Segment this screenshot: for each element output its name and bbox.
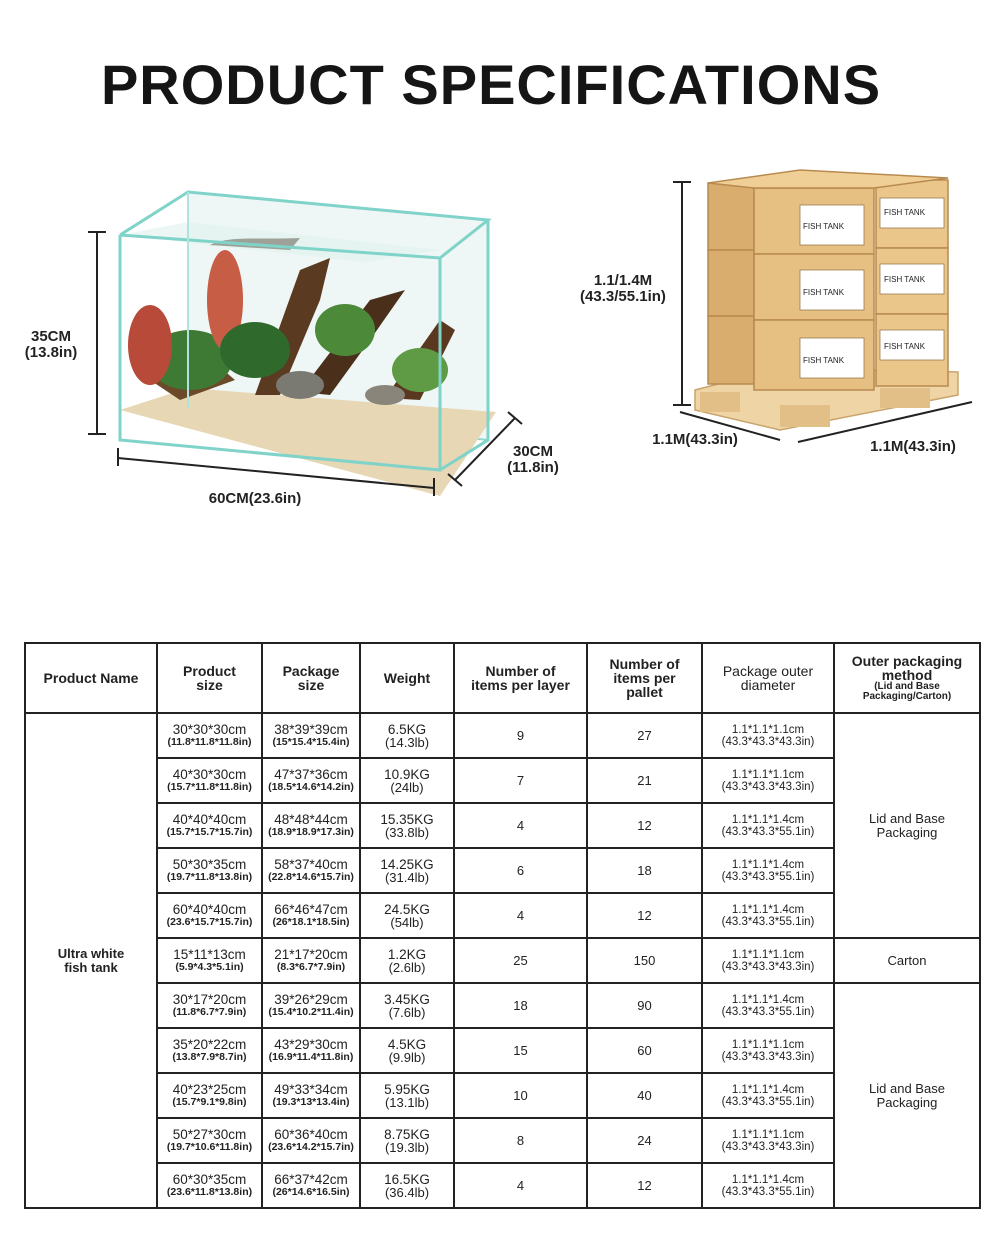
product-size-cell: 50*30*35cm (19.7*11.8*13.8in) [157,848,262,893]
product-size-cell: 30*17*20cm (11.8*6.7*7.9in) [157,983,262,1028]
page-title: PRODUCT SPECIFICATIONS [100,53,882,116]
items-per-pallet-cell: 40 [587,1073,702,1118]
items-per-layer-cell: 25 [454,938,587,983]
product-size-cell: 40*30*30cm (15.7*11.8*11.8in) [157,758,262,803]
header-product-name: Product Name [25,643,157,713]
items-per-pallet-cell: 150 [587,938,702,983]
package-diameter-cell: 1.1*1.1*1.4cm (43.3*43.3*55.1in) [702,1073,834,1118]
product-size-cell: 60*30*35cm (23.6*11.8*13.8in) [157,1163,262,1208]
product-size-cell: 40*40*40cm (15.7*15.7*15.7in) [157,803,262,848]
items-per-layer-cell: 9 [454,713,587,758]
box-label: FISH TANK [803,356,845,365]
package-diameter-cell: 1.1*1.1*1.4cm (43.3*43.3*55.1in) [702,1163,834,1208]
weight-cell: 8.75KG (19.3lb) [360,1118,454,1163]
header-product-size: Product size [157,643,262,713]
product-size-cell: 40*23*25cm (15.7*9.1*9.8in) [157,1073,262,1118]
packaging-method-cell: Lid and Base Packaging [834,713,980,938]
package-diameter-cell: 1.1*1.1*1.1cm (43.3*43.3*43.3in) [702,1028,834,1073]
header-packaging-method: Outer packaging method (Lid and Base Packaging/Carton) [834,643,980,713]
product-size-cell: 35*20*22cm (13.8*7.9*8.7in) [157,1028,262,1073]
weight-cell: 1.2KG (2.6lb) [360,938,454,983]
product-size-cell: 60*40*40cm (23.6*15.7*15.7in) [157,893,262,938]
weight-cell: 24.5KG (54lb) [360,893,454,938]
table-body [25,713,980,1208]
table-row [25,938,980,983]
weight-cell: 14.25KG (31.4lb) [360,848,454,893]
packaging-method-cell: Lid and Base Packaging [834,983,980,1208]
items-per-layer-cell: 18 [454,983,587,1028]
package-size-cell: 39*26*29cm (15.4*10.2*11.4in) [262,983,360,1028]
package-size-cell: 60*36*40cm (23.6*14.2*15.7in) [262,1118,360,1163]
pallet-width-right-label: 1.1M(43.3in) [870,438,956,455]
tank-height-label: 35CM (13.8in) [24,328,78,361]
table-header-row [25,643,980,713]
package-diameter-cell: 1.1*1.1*1.4cm (43.3*43.3*55.1in) [702,983,834,1028]
weight-cell: 16.5KG (36.4lb) [360,1163,454,1208]
items-per-pallet-cell: 12 [587,803,702,848]
items-per-layer-cell: 15 [454,1028,587,1073]
items-per-layer-cell: 4 [454,1163,587,1208]
items-per-pallet-cell: 18 [587,848,702,893]
package-size-cell: 48*48*44cm (18.9*18.9*17.3in) [262,803,360,848]
tank-length-label: 60CM(23.6in) [208,490,302,507]
items-per-pallet-cell: 12 [587,893,702,938]
package-diameter-cell: 1.1*1.1*1.1cm (43.3*43.3*43.3in) [702,938,834,983]
header-weight: Weight [360,643,454,713]
items-per-pallet-cell: 60 [587,1028,702,1073]
package-diameter-cell: 1.1*1.1*1.1cm (43.3*43.3*43.3in) [702,758,834,803]
box-label: FISH TANK [803,222,845,231]
header-items-per-layer: Number of items per layer [454,643,587,713]
items-per-layer-cell: 10 [454,1073,587,1118]
header-package-size: Package size [262,643,360,713]
box-label: FISH TANK [803,288,845,297]
product-size-cell: 50*27*30cm (19.7*10.6*11.8in) [157,1118,262,1163]
items-per-layer-cell: 4 [454,803,587,848]
items-per-layer-cell: 6 [454,848,587,893]
weight-cell: 6.5KG (14.3lb) [360,713,454,758]
package-size-cell: 58*37*40cm (22.8*14.6*15.7in) [262,848,360,893]
box-label: FISH TANK [884,208,926,217]
pallet-height-label: 1.1/1.4M (43.3/55.1in) [580,272,666,305]
table-row [25,983,980,1028]
product-size-cell: 15*11*13cm (5.9*4.3*5.1in) [157,938,262,983]
package-size-cell: 49*33*34cm (19.3*13*13.4in) [262,1073,360,1118]
illustrations [0,0,1000,620]
header-items-per-pallet: Number of items per pallet [587,643,702,713]
aquarium-illustration [120,192,496,496]
box-label: FISH TANK [884,275,926,284]
header-package-diameter: Package outer diameter [702,643,834,713]
packaging-method-cell: Carton [834,938,980,983]
items-per-pallet-cell: 24 [587,1118,702,1163]
weight-cell: 15.35KG (33.8lb) [360,803,454,848]
box-label: FISH TANK [884,342,926,351]
package-diameter-cell: 1.1*1.1*1.4cm (43.3*43.3*55.1in) [702,803,834,848]
pallet-width-left-label: 1.1M(43.3in) [652,431,738,448]
product-size-cell: 30*30*30cm (11.8*11.8*11.8in) [157,713,262,758]
package-size-cell: 66*37*42cm (26*14.6*16.5in) [262,1163,360,1208]
package-size-cell: 66*46*47cm (26*18.1*18.5in) [262,893,360,938]
items-per-layer-cell: 4 [454,893,587,938]
weight-cell: 3.45KG (7.6lb) [360,983,454,1028]
items-per-pallet-cell: 21 [587,758,702,803]
package-diameter-cell: 1.1*1.1*1.1cm (43.3*43.3*43.3in) [702,713,834,758]
items-per-pallet-cell: 12 [587,1163,702,1208]
weight-cell: 5.95KG (13.1lb) [360,1073,454,1118]
items-per-layer-cell: 8 [454,1118,587,1163]
product-name-cell: Ultra white fish tank [25,713,157,1208]
package-size-cell: 43*29*30cm (16.9*11.4*11.8in) [262,1028,360,1073]
package-size-cell: 38*39*39cm (15*15.4*15.4in) [262,713,360,758]
items-per-pallet-cell: 27 [587,713,702,758]
items-per-pallet-cell: 90 [587,983,702,1028]
items-per-layer-cell: 7 [454,758,587,803]
package-diameter-cell: 1.1*1.1*1.4cm (43.3*43.3*55.1in) [702,893,834,938]
weight-cell: 4.5KG (9.9lb) [360,1028,454,1073]
weight-cell: 10.9KG (24lb) [360,758,454,803]
spec-table [24,642,981,1209]
package-diameter-cell: 1.1*1.1*1.1cm (43.3*43.3*43.3in) [702,1118,834,1163]
package-size-cell: 21*17*20cm (8.3*6.7*7.9in) [262,938,360,983]
tank-depth-label: 30CM (11.8in) [507,443,559,476]
package-size-cell: 47*37*36cm (18.5*14.6*14.2in) [262,758,360,803]
table-row [25,713,980,758]
package-diameter-cell: 1.1*1.1*1.4cm (43.3*43.3*55.1in) [702,848,834,893]
